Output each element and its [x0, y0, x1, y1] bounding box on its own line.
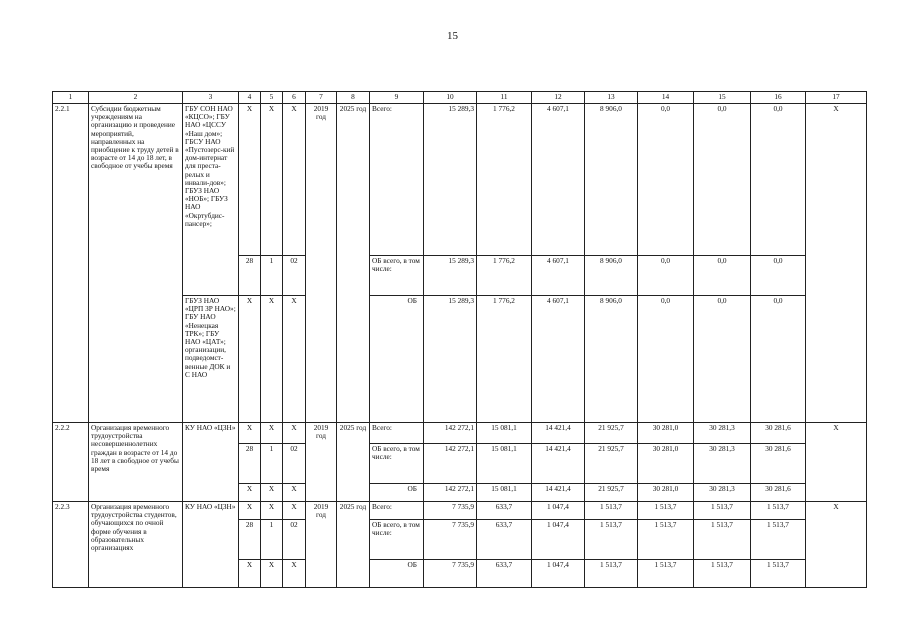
- value-cell: 15 081,1: [477, 423, 532, 444]
- program-table: [52, 91, 867, 588]
- code-cell: 1: [261, 256, 283, 296]
- value-cell: 30 281,0: [638, 423, 694, 444]
- value-cell: 1 513,7: [585, 520, 638, 560]
- value-cell: 30 281,0: [638, 444, 694, 484]
- fund-label: ОБ всего, в том числе:: [370, 256, 424, 296]
- header-cell: 14: [638, 92, 694, 104]
- value-cell: 30 281,3: [694, 484, 751, 502]
- header-row: [53, 92, 867, 104]
- value-cell: 1 513,7: [751, 502, 806, 520]
- value-cell: 1 513,7: [751, 560, 806, 588]
- value-cell: 8 906,0: [585, 104, 638, 256]
- item-name: Организация временного трудоустройства студентов, обучающихся по очной форме обучения в образовательных организациях: [89, 502, 183, 588]
- code-cell: 28: [239, 256, 261, 296]
- value-cell: 142 272,1: [424, 444, 477, 484]
- value-cell: 1 513,7: [585, 502, 638, 520]
- value-cell: 142 272,1: [424, 484, 477, 502]
- value-cell: 0,0: [638, 256, 694, 296]
- code-cell: 28: [239, 444, 261, 484]
- header-cell: 13: [585, 92, 638, 104]
- value-cell: 30 281,3: [694, 423, 751, 444]
- value-cell: 30 281,6: [751, 423, 806, 444]
- value-cell: 0,0: [638, 104, 694, 256]
- header-cell: 4: [239, 92, 261, 104]
- header-cell: 11: [477, 92, 532, 104]
- value-cell: 15 289,3: [424, 104, 477, 256]
- value-cell: 4 607,1: [532, 296, 585, 423]
- fund-label: ОБ: [370, 296, 424, 423]
- value-cell: 1 047,4: [532, 560, 585, 588]
- code-cell: 28: [239, 520, 261, 560]
- value-cell: 4 607,1: [532, 104, 585, 256]
- code-cell: Х: [261, 560, 283, 588]
- item-name: Субсидии бюджетным учреждениям на организацию и проведение мероприятий, направленных на приобщение к труду детей в возрасте от 14 до 18 лет, в свободное от учебы время: [89, 104, 183, 423]
- value-cell: 8 906,0: [585, 256, 638, 296]
- value-cell: 1 776,2: [477, 256, 532, 296]
- value-cell: 15 081,1: [477, 444, 532, 484]
- header-cell: 16: [751, 92, 806, 104]
- value-cell: 142 272,1: [424, 423, 477, 444]
- value-cell: 0,0: [694, 104, 751, 256]
- value-cell: 1 047,4: [532, 520, 585, 560]
- value-cell: 15 289,3: [424, 296, 477, 423]
- value-cell: 1 513,7: [694, 520, 751, 560]
- value-cell: 1 513,7: [694, 502, 751, 520]
- code-cell: Х: [261, 423, 283, 444]
- value-cell: 633,7: [477, 502, 532, 520]
- value-cell: 21 925,7: [585, 484, 638, 502]
- code-cell: Х: [261, 104, 283, 256]
- code-cell: Х: [283, 423, 306, 444]
- value-cell: 1 047,4: [532, 502, 585, 520]
- value-cell: 1 513,7: [585, 560, 638, 588]
- value-cell: 1 513,7: [694, 560, 751, 588]
- end-year: 2025 год: [337, 104, 370, 423]
- value-cell: 0,0: [694, 256, 751, 296]
- start-year: 2019 год: [306, 423, 337, 502]
- item-number: 2.2.2: [53, 423, 89, 502]
- value-cell: 21 925,7: [585, 423, 638, 444]
- code-cell: Х: [261, 296, 283, 423]
- value-cell: 30 281,3: [694, 444, 751, 484]
- value-cell: 0,0: [751, 256, 806, 296]
- value-cell: 8 906,0: [585, 296, 638, 423]
- table-row: [53, 423, 867, 444]
- code-cell: Х: [283, 560, 306, 588]
- value-cell: 7 735,9: [424, 560, 477, 588]
- end-year: 2025 год: [337, 423, 370, 502]
- executor: ГБУЗ НАО «ЦРП ЗР НАО»; ГБУ НАО «Ненецкая ТРК»; ГБУ НАО «ЦАТ»; организации, подведомст-венные ДОК и С НАО: [183, 296, 239, 423]
- value-cell: 1 776,2: [477, 104, 532, 256]
- code-cell: Х: [261, 502, 283, 520]
- header-cell: 3: [183, 92, 239, 104]
- code-cell: Х: [239, 296, 261, 423]
- value-cell: 0,0: [638, 296, 694, 423]
- value-cell: 633,7: [477, 520, 532, 560]
- fund-label: Всего:: [370, 502, 424, 520]
- code-cell: 1: [261, 444, 283, 484]
- header-cell: 8: [337, 92, 370, 104]
- header-cell: 6: [283, 92, 306, 104]
- code-cell: Х: [261, 484, 283, 502]
- value-cell: 30 281,0: [638, 484, 694, 502]
- value-cell: 15 289,3: [424, 256, 477, 296]
- result-cell: Х: [806, 104, 867, 423]
- value-cell: 21 925,7: [585, 444, 638, 484]
- result-cell: Х: [806, 423, 867, 502]
- value-cell: 30 281,6: [751, 484, 806, 502]
- value-cell: 1 776,2: [477, 296, 532, 423]
- code-cell: Х: [283, 484, 306, 502]
- start-year: 2019 год: [306, 502, 337, 588]
- code-cell: 02: [283, 256, 306, 296]
- value-cell: 7 735,9: [424, 520, 477, 560]
- code-cell: Х: [283, 104, 306, 256]
- header-cell: 10: [424, 92, 477, 104]
- value-cell: 1 513,7: [638, 502, 694, 520]
- code-cell: 02: [283, 444, 306, 484]
- header-cell: 15: [694, 92, 751, 104]
- value-cell: 14 421,4: [532, 484, 585, 502]
- value-cell: 14 421,4: [532, 423, 585, 444]
- code-cell: Х: [283, 296, 306, 423]
- item-number: 2.2.3: [53, 502, 89, 588]
- fund-label: ОБ: [370, 484, 424, 502]
- code-cell: Х: [239, 423, 261, 444]
- value-cell: 1 513,7: [638, 520, 694, 560]
- code-cell: Х: [283, 502, 306, 520]
- header-cell: 12: [532, 92, 585, 104]
- value-cell: 14 421,4: [532, 444, 585, 484]
- header-cell: 17: [806, 92, 867, 104]
- page-number: 15: [447, 30, 458, 42]
- result-cell: Х: [806, 502, 867, 588]
- item-name: Организация временного трудоустройства несовершеннолетних граждан в возрасте от 14 до 18 лет в свободное от учебы время: [89, 423, 183, 502]
- header-cell: 5: [261, 92, 283, 104]
- value-cell: 4 607,1: [532, 256, 585, 296]
- code-cell: Х: [239, 560, 261, 588]
- item-number: 2.2.1: [53, 104, 89, 423]
- value-cell: 0,0: [751, 104, 806, 256]
- executor: ГБУ СОН НАО «КЦСО»; ГБУ НАО «ЦССУ «Наш дом»; ГБСУ НАО «Пустозерс-кий дом-интернат для преста-релых и инвали-дов»; ГБУЗ НАО «НОБ»; ГБУЗ НАО «Окртубдис-пансер»;: [183, 104, 239, 296]
- executor: КУ НАО «ЦЗН»: [183, 502, 239, 588]
- value-cell: 633,7: [477, 560, 532, 588]
- code-cell: 1: [261, 520, 283, 560]
- executor: КУ НАО «ЦЗН»: [183, 423, 239, 502]
- fund-label: Всего:: [370, 423, 424, 444]
- value-cell: 7 735,9: [424, 502, 477, 520]
- start-year: 2019 год: [306, 104, 337, 423]
- table-row: [53, 104, 867, 256]
- value-cell: 0,0: [694, 296, 751, 423]
- code-cell: Х: [239, 104, 261, 256]
- header-cell: 7: [306, 92, 337, 104]
- fund-label: Всего:: [370, 104, 424, 256]
- header-cell: 2: [89, 92, 183, 104]
- header-cell: 9: [370, 92, 424, 104]
- table-row: [53, 502, 867, 520]
- code-cell: Х: [239, 484, 261, 502]
- fund-label: ОБ всего, в том числе:: [370, 444, 424, 484]
- value-cell: 1 513,7: [751, 520, 806, 560]
- end-year: 2025 год: [337, 502, 370, 588]
- fund-label: ОБ всего, в том числе:: [370, 520, 424, 560]
- value-cell: 30 281,6: [751, 444, 806, 484]
- value-cell: 1 513,7: [638, 560, 694, 588]
- value-cell: 0,0: [751, 296, 806, 423]
- header-cell: 1: [53, 92, 89, 104]
- fund-label: ОБ: [370, 560, 424, 588]
- code-cell: 02: [283, 520, 306, 560]
- value-cell: 15 081,1: [477, 484, 532, 502]
- code-cell: Х: [239, 502, 261, 520]
